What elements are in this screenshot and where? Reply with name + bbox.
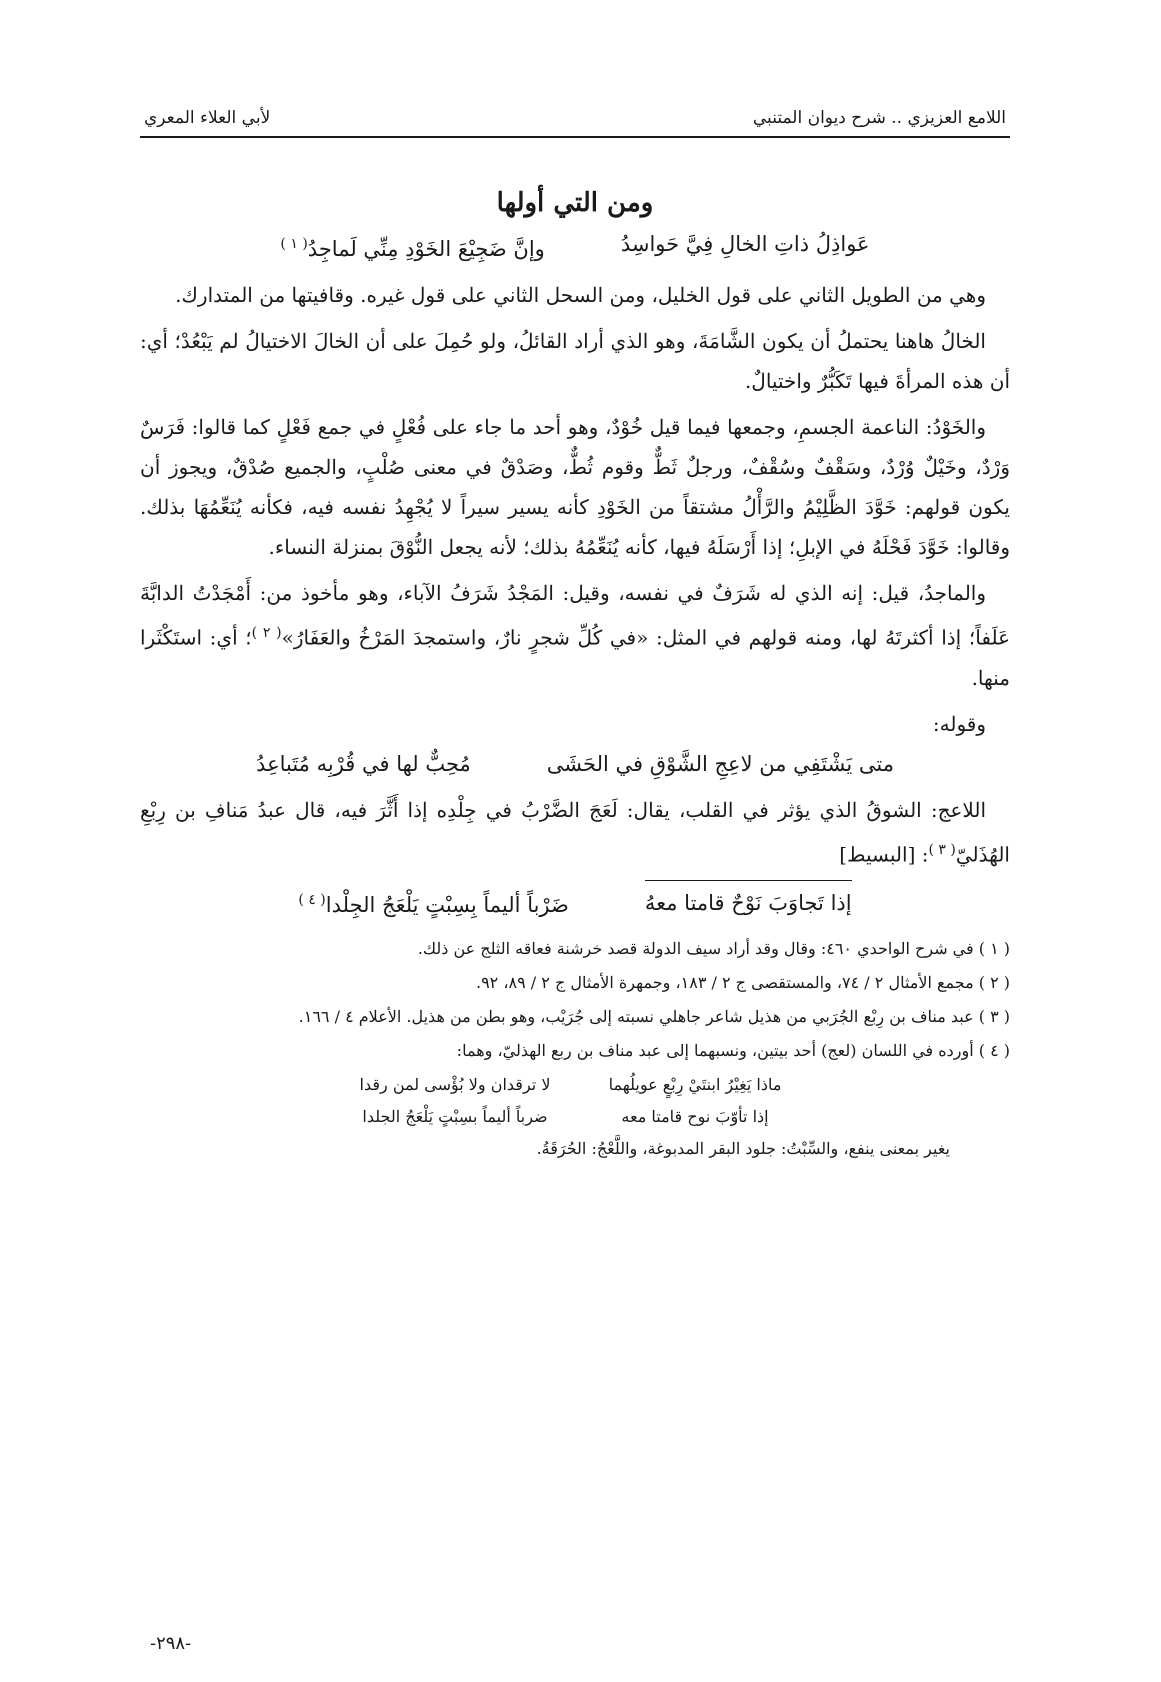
footnote-ref-2: ( ٢ ): [251, 625, 282, 641]
verse-opening-first-hemistich: عَواذِلُ ذاتِ الخالِ فِيَّ حَواسِدُ: [620, 232, 870, 256]
running-header: [140, 108, 1010, 138]
paragraph-laij-text: اللاعج: الشوقُ الذي يؤثر في القلب، يقال: لَعَجَ الضَّرْبُ في جِلْدِه إذا أَثَّرَ فيه، قال عبدُ مَنافِ بن رِبْعِ الهُذَليّ: [140, 797, 1010, 867]
paragraph-majid-text: والماجدُ، قيل: إنه الذي له شَرَفٌ في نفسه، وقيل: المَجْدُ شَرَفُ الآباء، وهو مأخوذ من: أَمْجَدْتُ الدابَّةَ عَلَفاً؛ إذا أكثرتَهُ لها، ومنه قولهم في المثل: «في كُلِّ شجرٍ نارٌ، واستمجدَ المَرْخُ والعَفَارُ»: [140, 581, 1011, 650]
footnote-2: ( ٢ ) مجمع الأمثال ٢ / ٧٤، والمستقصى ج ٢ / ١٨٣، وجمهرة الأمثال ج ٢ / ٨٩، ٩٢.: [475, 973, 1010, 993]
footnote-1: ( ١ ) في شرح الواحدي ٤٦٠: وقال وقد أراد سيف الدولة قصد خرشنة فعاقه الثلج عن ذلك.: [417, 939, 1010, 959]
verse-second-second-hemistich: مُحِبٌّ لها في قُرْبِه مُتَباعِدُ: [256, 751, 471, 776]
paragraph-majid-tail: ؛ أي: استَكْثَرا منها.: [140, 625, 1010, 690]
footnote-4-verse-1: [140, 1069, 1010, 1101]
verse-quoted-second-hemistich: ضَرْباً أليماً بِسِبْتٍ يَلْعَجُ الجِلْدا: [325, 893, 569, 918]
verse-opening-second-hemistich: وإنَّ ضَجِيْعَ الخَوْدِ مِنِّي لَماجِدُ: [307, 237, 545, 261]
verse-second: [140, 744, 1010, 784]
verse-quoted-first-hemistich: إذا تَجاوَبَ نَوْحٌ قامتا معهُ: [645, 880, 852, 925]
footnote-4-gloss: يغير بمعنى ينفع، والسِّبْتُ: جلود البقر المدبوغة، واللَّعْجُ: الحُرَقَةُ.: [536, 1139, 950, 1159]
verse-intro-label: وقوله:: [932, 711, 986, 736]
footnote-4-verse-1-first: ماذا يَغِيْرُ ابنتَيْ رِبْعٍ عويلُهما: [608, 1075, 782, 1095]
section-title: ومن التي أولها: [496, 188, 654, 218]
footnote-ref-1: ( ١ ): [280, 236, 308, 252]
document-page: [140, 108, 1010, 1658]
paragraph-meter: وهي من الطويل الثاني على قول الخليل، ومن السحل الثاني على قول غيره. وقافيتها من المتدارك.: [175, 283, 986, 307]
paragraph-khal: الخالُ هاهنا يحتملُ أن يكون الشَّامَةَ، وهو الذي أراد القائلُ، ولو حُمِلَ على أن الخالَ الاختيالُ لم يَبْعُدْ؛ أي: أن هذه المرأةَ فيها تَكَبُّرٌ واختيالٌ.: [140, 329, 1010, 393]
footnote-4-verse-2-second: ضرباً أليماً بسِبْتٍ يَلْعَجُ الجلدا: [362, 1107, 548, 1127]
paragraph-laij: [140, 790, 1010, 875]
header-author: لأبي العلاء المعري: [144, 108, 271, 128]
paragraph-majid: [140, 573, 1010, 698]
footnote-4: ( ٤ ) أورده في اللسان (لعج) أحد بيتين، ونسبهما إلى عبد مناف بن ربع الهذليّ، وهما:: [456, 1041, 1010, 1061]
footnotes: [140, 933, 1010, 1165]
paragraph-laij-tail: : [البسيط]: [839, 842, 929, 867]
verse-quoted: [140, 880, 1010, 925]
page-number: -٢٩٨-: [150, 1633, 192, 1654]
footnote-ref-4: ( ٤ ): [298, 892, 326, 909]
paragraph-khawd: والخَوْدُ: الناعمة الجسمِ، وجمعها فيما قيل خُوْدٌ، وهو أحد ما جاء على فُعْلٍ في جمع فَعْلٍ كما قالوا: فَرَسٌ وَرْدٌ، وخَيْلٌ وُرْدٌ، وسَقْفٌ وسُقْفٌ، ورجلٌ ثَطٌّ وقوم ثُطٌّ، وصَدْقٌ في معنى صُلْبٍ، والجميع صُدْقٌ، ويجوز أن يكون قولهم: خَوَّدَ الظَّلِيْمُ والرَّأْلُ مشتقاً من الخَوْدِ كأنه يسير سيراً لا يُجْهِدُ نفسه فيه، فكأنه يُنَعِّمُهَا بذلك. وقالوا: خَوَّدَ فَحْلَهُ في الإبلِ؛ إذا أَرْسَلَهُ فيها، كأنه يُنَعِّمُهُ بذلك؛ لأنه يجعل النُّوْقَ بمنزلة النساء.: [140, 415, 1010, 559]
footnote-4-verse-2: [140, 1101, 1010, 1133]
header-book-title: اللامع العزيزي .. شرح ديوان المتنبي: [752, 108, 1006, 128]
verse-second-first-hemistich: متى يَشْتَفِي من لاعِجِ الشَّوْقِ في الحَشَى: [546, 751, 894, 776]
footnote-4-verse-1-second: لا ترقدان ولا بُؤْسى لمن رقدا: [359, 1075, 551, 1095]
verse-opening: [140, 224, 1010, 269]
footnote-3: ( ٣ ) عبد مناف بن رِبْع الجُرَبي من هذيل شاعر جاهلي نسبته إلى جُرَيْب، وهو بطن من هذيل. الأعلام ٤ / ١٦٦.: [298, 1007, 1010, 1027]
footnote-ref-3: ( ٣ ): [928, 841, 956, 858]
footnote-4-verse-2-first: إذا تأوّبَ نوح قامتا معه: [621, 1107, 769, 1127]
